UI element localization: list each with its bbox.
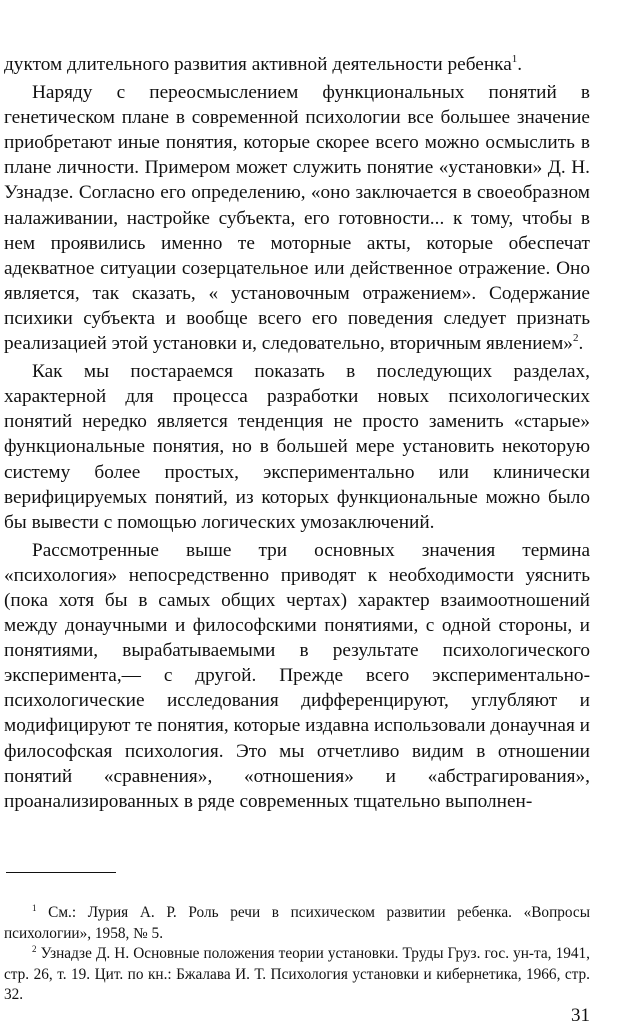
footnote-1-text: См.: Лурия А. Р. Роль речи в психическом развитии ребенка. «Вопросы психологии», 1958, № 5. [4, 904, 590, 942]
page-number: 31 [571, 1005, 590, 1026]
paragraph-1 [4, 52, 590, 77]
footnote-ref-2: 2 [572, 332, 579, 345]
paragraph-1-text: дуктом длительного развития активной деятельности ребенка [4, 54, 512, 75]
footnote-1 [4, 903, 590, 944]
paragraph-2-tail: . [578, 333, 584, 355]
footnotes [4, 903, 590, 1006]
paragraph-2-text: Наряду с переосмыслением функциональных понятий в генетическом плане в современной психологии все большее значение приобретают иные понятия, которые скорее всего можно осмыслить в плане личности. Примером может служить понятие «установки» Д. Н. Узнадзе. Согласно его определению, «оно заключается в своеобразном налаживании, настройке субъекта, его готовности... к тому, чтобы в нем проявились именно те моторные акты, которые обеспечат адекватное ситуации созерцательное или действенное отражение. Оно является, так сказать, « установочным отражением». Содержание психики субъекта и вообще всего его поведения следует признать реализацией этой установки и, следовательно, вторичным явлением» [4, 82, 590, 355]
paragraph-1-tail: . [517, 54, 523, 75]
footnote-1-mark: 1 [32, 903, 37, 913]
paragraph-2 [4, 80, 590, 356]
footnote-2-mark: 2 [32, 944, 37, 954]
footnote-ref-1: 1 [511, 53, 518, 65]
footnote-separator [6, 872, 116, 873]
paragraph-3: Как мы постараемся показать в последующих разделах, характерной для процесса разработки новых психологических понятий нередко является тенденция не просто заменить «старые» функциональные понятия, но в большей мере установить некоторую систему более простых, экспериментально или клинически верифицируемых понятий, из которых функциональные можно было бы вывести с помощью логических умозаключений. [4, 361, 590, 533]
main-text [4, 52, 590, 814]
footnote-2-text: Узнадзе Д. Н. Основные положения теории установки. Труды Груз. гос. ун-та, 1941, стр. 26, т. 19. Цит. по кн.: Бжалава И. Т. Психология установки и кибернетика, 1966, стр. 32. [4, 945, 590, 1003]
footnote-2 [4, 944, 590, 1006]
paragraph-4: Рассмотренные выше три основных значения термина «психология» непосредственно приводят к необходимости уяснить (пока хотя бы в самых общих чертах) характер взаимоотношений между донаучными и философскими понятиями, с одной стороны, и понятиями, вырабатываемыми в результате психологического эксперимента,— с другой. Прежде всего экспериментально-психологические исследования дифференцируют, углубляют и модифицируют те понятия, которые издавна использовали донаучная и философская психология. Это мы отчетливо видим в отношении понятий «сравнения», «отношения» и «абстрагирования», проанализированных в ряде современных тщательно выполнен- [4, 539, 590, 812]
